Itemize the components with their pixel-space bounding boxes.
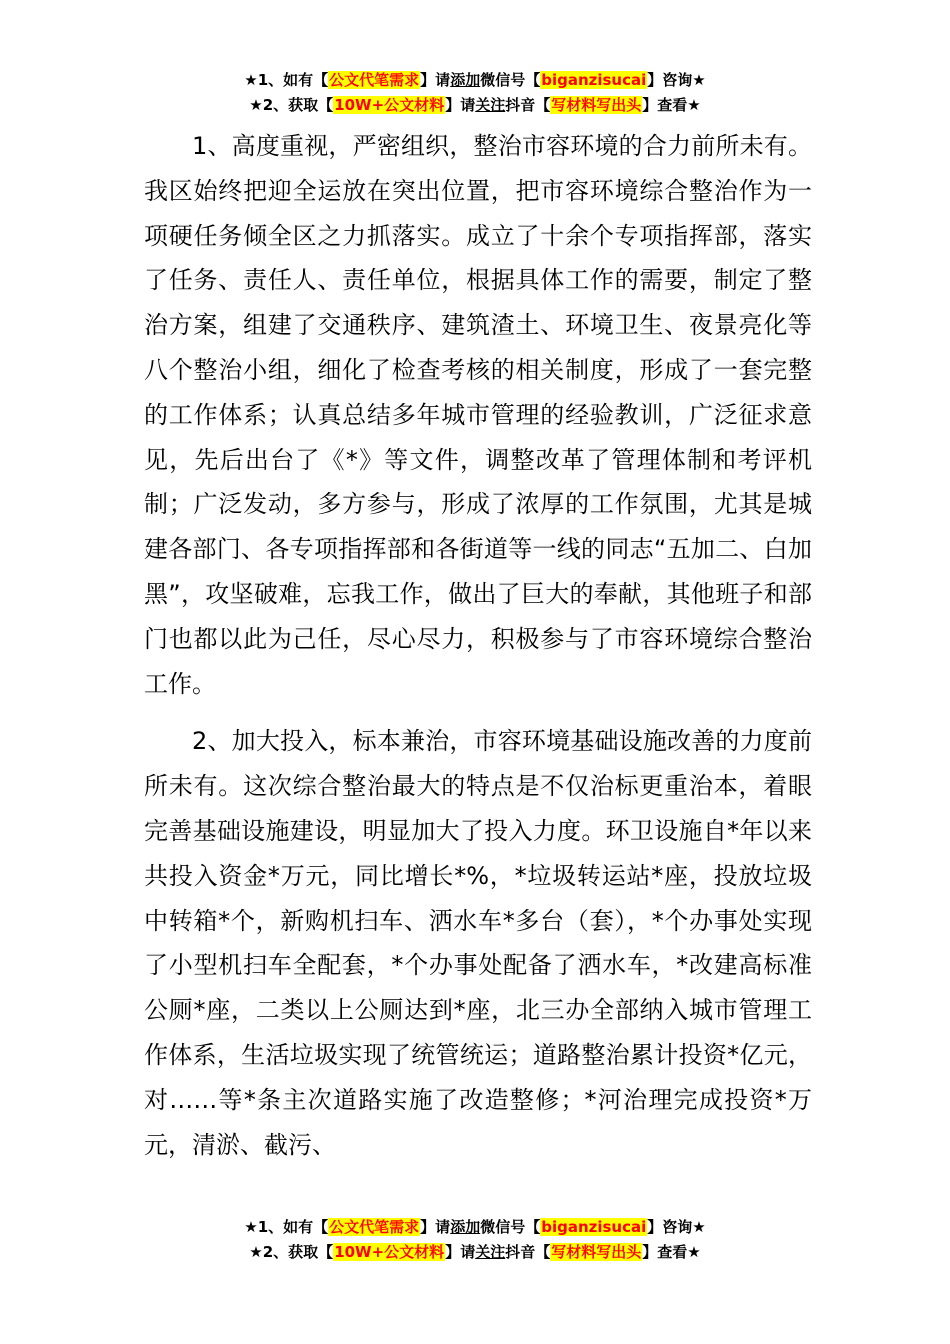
banner-text: ★1、如有【 xyxy=(244,1218,329,1236)
banner-text: ★2、获取【 xyxy=(249,1243,334,1261)
banner-text: 】请 xyxy=(420,1218,451,1236)
body-paragraph: 1、高度重视，严密组织，整治市容环境的合力前所未有。我区始终把迎全运放在突出位置，把市容环境综合整治作为一项硬任务倾全区之力抓落实。成立了十余个专项指挥部，落实了任务、责任人、责任单位，根据具体工作的需要，制定了整治方案，组建了交通秩序、建筑渣土、环境卫生、夜景亮化等八个整治小组，细化了检查考核的相关制度，形成了一套完整的工作体系；认真总结多年城市管理的经验教训，广泛征求意见，先后出台了《*》等文件，调整改革了管理体制和考评机制；广泛发动，多方参与，形成了浓厚的工作氛围，尤其是城建各部门、各专项指挥部和各街道等一线的同志“五加二、白加黑”，攻坚破难，忘我工作，做出了巨大的奉献，其他班子和部门也都以此为己任，尽心尽力，积极参与了市容环境综合整治工作。 xyxy=(144,132,812,698)
banner-underlined-text: 添加 xyxy=(450,1218,481,1236)
banner-highlight: biganzisucai xyxy=(541,71,647,89)
banner-text: 抖音【 xyxy=(505,1243,551,1261)
banner-text: 】咨询★ xyxy=(647,1218,706,1236)
banner-line-1 xyxy=(0,68,950,93)
banner-text: ★2、获取【 xyxy=(249,96,334,114)
banner-underlined-text: 添加 xyxy=(450,71,481,89)
banner-text: 】请 xyxy=(445,1243,476,1261)
banner-text: 】请 xyxy=(445,96,476,114)
document-body xyxy=(144,124,812,1167)
banner-text: 】查看★ xyxy=(642,1243,701,1261)
banner-text: 微信号【 xyxy=(480,1218,541,1236)
banner-text: ★1、如有【 xyxy=(244,71,329,89)
banner-line-2 xyxy=(0,93,950,118)
banner-highlight: 10W+公文材料 xyxy=(334,1243,445,1261)
banner-highlight: 公文代笔需求 xyxy=(329,71,420,89)
banner-highlight: 公文代笔需求 xyxy=(329,1218,420,1236)
footer-banner xyxy=(0,1215,950,1265)
banner-line-2 xyxy=(0,1240,950,1265)
banner-text: 抖音【 xyxy=(505,96,551,114)
banner-text: 】查看★ xyxy=(642,96,701,114)
banner-highlight: 写材料写出头 xyxy=(551,96,642,114)
header-banner xyxy=(0,68,950,118)
banner-highlight: 写材料写出头 xyxy=(551,1243,642,1261)
banner-line-1 xyxy=(0,1215,950,1240)
body-paragraph: 2、加大投入，标本兼治，市容环境基础设施改善的力度前所未有。这次综合整治最大的特点是不仅治标更重治本，着眼完善基础设施建设，明显加大了投入力度。环卫设施自*年以来共投入资金*万元，同比增长*%，*垃圾转运站*座，投放垃圾中转箱*个，新购机扫车、洒水车*多台（套），*个办事处实现了小型机扫车全配套，*个办事处配备了洒水车，*改建高标准公厕*座，二类以上公厕达到*座，北三办全部纳入城市管理工作体系，生活垃圾实现了统管统运；道路整治累计投资*亿元，对……等*条主次道路实施了改造整修；*河治理完成投资*万元，清淤、截污、 xyxy=(144,727,812,1159)
banner-highlight: 10W+公文材料 xyxy=(334,96,445,114)
banner-underlined-text: 关注 xyxy=(475,96,506,114)
banner-underlined-text: 关注 xyxy=(475,1243,506,1261)
banner-text: 微信号【 xyxy=(480,71,541,89)
banner-text: 】请 xyxy=(420,71,451,89)
banner-text: 】咨询★ xyxy=(647,71,706,89)
banner-highlight: biganzisucai xyxy=(541,1218,647,1236)
